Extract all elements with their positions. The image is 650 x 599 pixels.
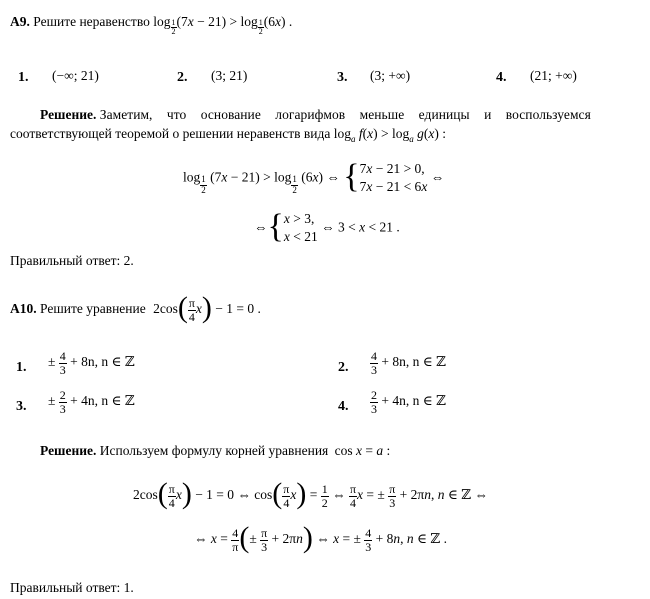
- a10-option-4[interactable]: [370, 389, 446, 415]
- a9-solution-text1: Заметим, что основание логарифмов меньше единицы и воспользуемся: [99, 107, 591, 122]
- a10-solution-text: Используем формулу корней уравнения: [99, 443, 329, 458]
- a10-option-2-numer: 4: [371, 349, 377, 363]
- a9-header: [10, 14, 293, 37]
- a9-option-2-num: 2.: [177, 70, 188, 85]
- a10-equation: 2cos( $\frac{\pi}{4}$ x) − 1 = 0 .: [153, 291, 261, 325]
- a10-option-1-denom: 3: [59, 362, 66, 377]
- a9-option-4-num: 4.: [496, 70, 507, 85]
- a10-option-4-denom: 3: [371, 401, 377, 416]
- a10-header: [10, 291, 261, 325]
- a9-theorem-form: $\log_a f(x) > \log_a g(x)$ :: [333, 126, 446, 144]
- a9-option-3-num: 3.: [337, 70, 348, 85]
- a9-derivation-2: ⇔{x > 3, x < 21 ⇔ 3 < x < 21 .: [254, 208, 400, 246]
- a9-question: Решите неравенство: [33, 14, 150, 29]
- a10-option-1[interactable]: [48, 350, 135, 376]
- a10-option-2-denom: 3: [371, 362, 377, 377]
- a9-solution-line1: [40, 107, 640, 123]
- a10-option-1-rest: + 8n, n ∈ ℤ: [70, 354, 135, 370]
- a10-question: Решите уравнение: [40, 301, 146, 317]
- a9-option-2[interactable]: (3; 21): [211, 68, 248, 83]
- a10-derivation-2: ⇔ x = $\frac{4}{\pi}$ (± $\frac{\pi}{3}$ + 2πn) ⇔ x = ± $\frac{4}{3}$ + 8n, n ∈ ℤ .: [194, 521, 447, 555]
- a10-solution-label: Решение.: [40, 443, 97, 458]
- a10-option-3-num: 3.: [16, 399, 27, 414]
- a10-option-1-sign: ±: [48, 354, 56, 370]
- a9-inequality: log $_{\frac{1}{2}}$ (7x − 21) > log $_{\frac{1}{2}}$ (6x) .: [153, 14, 293, 37]
- a9-solution-line2: [10, 126, 446, 142]
- a10-option-4-rest: + 4n, n ∈ ℤ: [381, 393, 446, 409]
- a9-solution-text2: соответствующей теоремой о решении неравенств вида: [10, 126, 331, 141]
- a9-option-4[interactable]: (21; +∞): [530, 68, 577, 83]
- a10-option-2-num: 2.: [338, 360, 349, 375]
- a9-label: A9.: [10, 14, 30, 29]
- a10-option-1-numer: 4: [59, 349, 66, 363]
- a9-option-3[interactable]: (3; +∞): [370, 68, 411, 83]
- a10-formula: cos x = a :: [334, 443, 391, 458]
- a9-answer: Правильный ответ: 2.: [10, 253, 134, 268]
- a10-answer: Правильный ответ: 1.: [10, 580, 134, 595]
- a10-option-1-num: 1.: [16, 360, 27, 375]
- a9-option-1[interactable]: (−∞; 21): [52, 68, 99, 83]
- a10-derivation-1: 2cos( $\frac{\pi}{4}$ x) − 1 = 0 ⇔ cos( $\frac{\pi}{4}$ x) = $\frac{1}{2}$ ⇔ $\frac{\pi}{4}$ x = ± $\frac{\pi}{3}$ + 2πn, n ∈ ℤ ⇔: [133, 477, 488, 511]
- a9-derivation-1: log $_{\frac{1}{2}}$ (7x − 21) > log $_{\frac{1}{2}}$ (6x) ⇔ {7x − 21 > 0, 7x − 21 < 6x ⇔: [183, 158, 445, 196]
- a10-option-4-num: 4.: [338, 399, 349, 414]
- a10-option-3-numer: 2: [59, 388, 66, 402]
- a10-option-2[interactable]: [370, 350, 446, 376]
- a10-option-2-rest: + 8n, n ∈ ℤ: [381, 354, 446, 370]
- a10-option-3[interactable]: [48, 389, 135, 415]
- a10-option-3-sign: ±: [48, 393, 56, 409]
- a10-option-3-denom: 3: [59, 401, 66, 416]
- a10-option-3-rest: + 4n, n ∈ ℤ: [70, 393, 135, 409]
- a9-option-1-num: 1.: [18, 70, 29, 85]
- a10-option-4-numer: 2: [371, 388, 377, 402]
- a10-label: A10.: [10, 301, 37, 317]
- a9-solution-label: Решение.: [40, 107, 97, 122]
- a10-solution-line: [40, 443, 390, 459]
